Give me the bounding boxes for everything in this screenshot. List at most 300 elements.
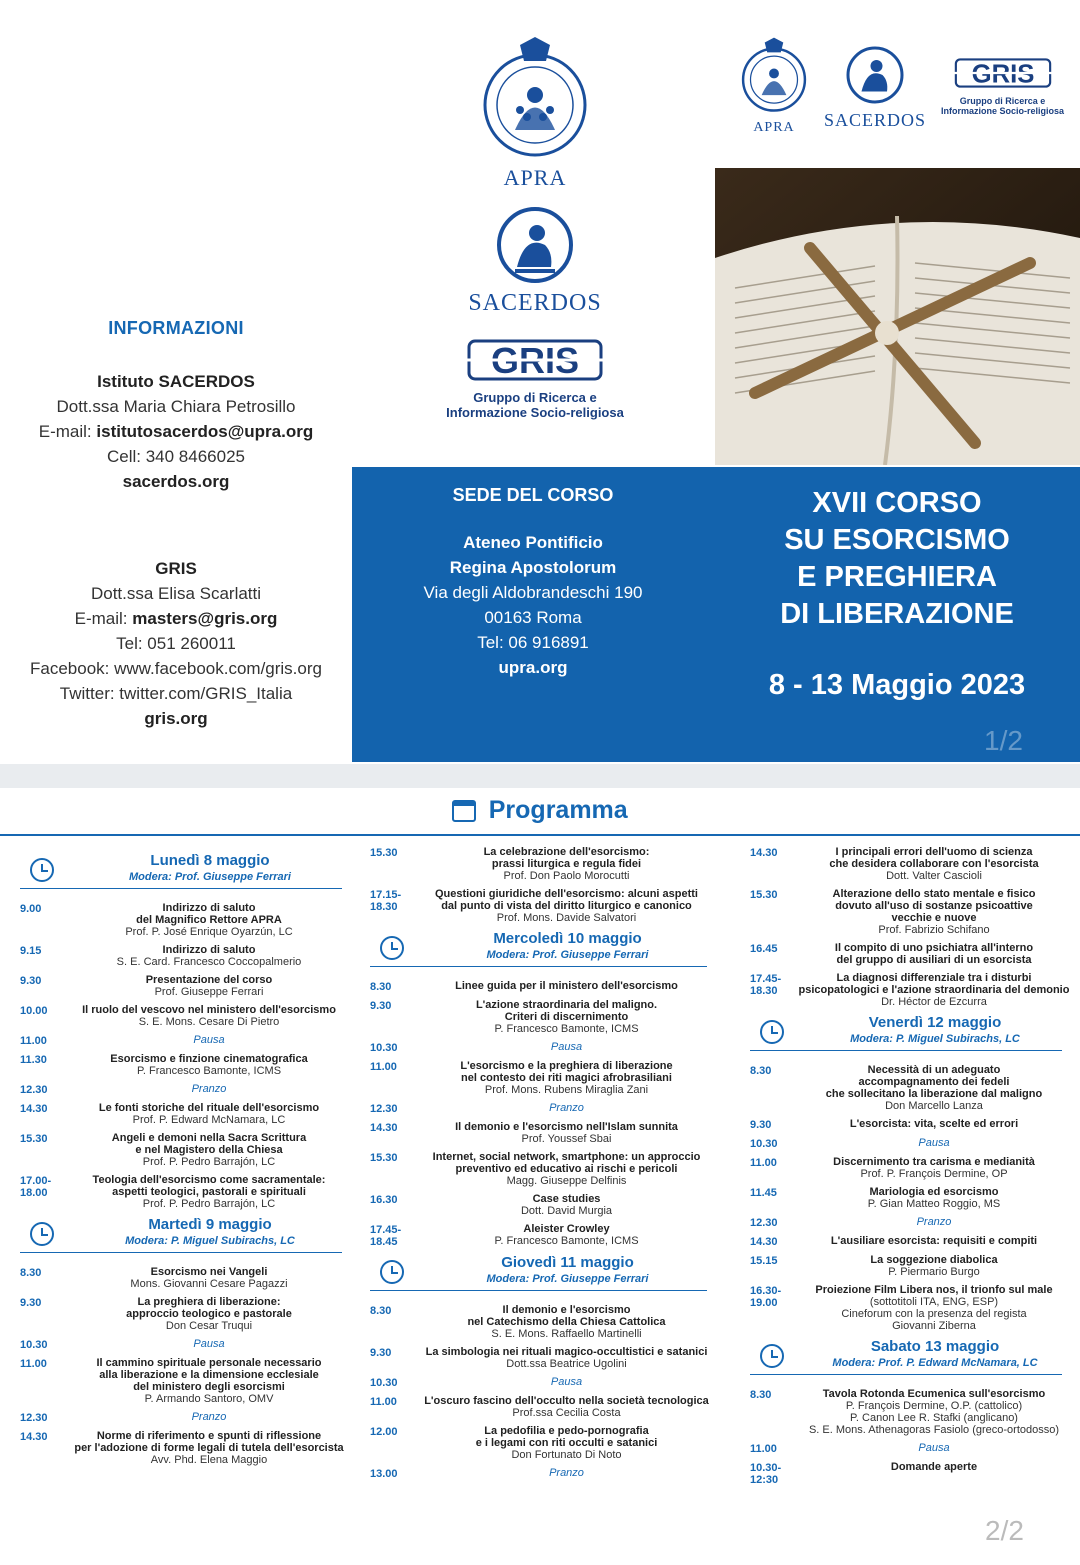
- schedule-item: [370, 1121, 715, 1145]
- schedule-body: [418, 1346, 715, 1370]
- session-title: Tavola Rotonda Ecumenica sull'esorcismo: [822, 1388, 1046, 1400]
- schedule-item: [20, 1411, 350, 1424]
- schedule-break: Pranzo: [549, 1467, 584, 1479]
- schedule-body: [798, 1216, 1070, 1229]
- schedule-time: 8.30: [750, 1389, 772, 1401]
- schedule-body: [798, 1254, 1070, 1278]
- gris-sub-small-1: Gruppo di Ricerca e: [959, 96, 1046, 106]
- info-title: INFORMAZIONI: [108, 318, 244, 338]
- schedule-time: 14.30: [750, 847, 778, 859]
- schedule-body: [68, 944, 350, 968]
- schedule-time: 8.30: [370, 981, 392, 993]
- schedule-body: [68, 902, 350, 938]
- session-title: La diagnosi differenziale tra i disturbi psicopatologici e l'azione straordinaria del demonio: [798, 972, 1070, 996]
- sacerdos-web[interactable]: sacerdos.org: [122, 472, 230, 491]
- session-title: L'esorcista: vita, scelte ed errori: [849, 1118, 1019, 1130]
- svg-text:GRIS: GRIS: [971, 60, 1034, 89]
- schedule-time: 12.30: [750, 1217, 778, 1229]
- session-speaker: (sottotitoli ITA, ENG, ESP) Cineforum con la presenza del regista Giovanni Ziberna: [841, 1296, 1027, 1332]
- session-title: Esorcismo nei Vangeli: [150, 1266, 268, 1278]
- schedule-time: 12.30: [20, 1084, 48, 1096]
- day-moderator: Modera: P. Miguel Subirachs, LC: [850, 1033, 1020, 1045]
- schedule-item: [750, 1254, 1070, 1278]
- session-speaker: Dott.ssa Beatrice Ugolini: [506, 1358, 627, 1370]
- session-title: Questioni giuridiche dell'esorcismo: alcuni aspetti dal punto di vista del diritto liturgico e canonico: [434, 888, 698, 912]
- schedule-item: [370, 1102, 715, 1115]
- schedule-time: 16.30: [370, 1194, 398, 1206]
- gris-facebook[interactable]: Facebook: www.facebook.com/gris.org: [30, 659, 322, 678]
- clock-icon: [760, 1020, 784, 1044]
- schedule-time: 8.30: [20, 1267, 42, 1279]
- schedule-body: [418, 888, 715, 924]
- course-title-2: SU ESORCISMO: [784, 524, 1010, 556]
- day-divider: [370, 1290, 707, 1291]
- schedule-body: [798, 1442, 1070, 1455]
- schedule-item: [370, 1467, 715, 1480]
- apra-wordmark-small: APRA: [753, 120, 795, 135]
- schedule-body: [798, 1118, 1070, 1131]
- apra-logo: [470, 35, 600, 195]
- schedule-item: [370, 980, 715, 993]
- schedule-time: 15.30: [20, 1133, 48, 1145]
- session-title: L'azione straordinaria del maligno. Criteri di discernimento: [475, 999, 658, 1023]
- schedule-item: [370, 1060, 715, 1096]
- info-section: [0, 300, 352, 731]
- venue-address: Via degli Aldobrandeschi 190: [423, 583, 643, 602]
- schedule-item: [20, 1083, 350, 1096]
- schedule-time: 14.30: [370, 1122, 398, 1134]
- session-speaker: Dott. Valter Cascioli: [886, 870, 982, 882]
- schedule-body: [418, 1041, 715, 1054]
- session-title: Linee guida per il ministero dell'esorcismo: [455, 980, 678, 992]
- schedule-body: [68, 1357, 350, 1405]
- venue-tel: Tel: 06 916891: [477, 633, 589, 652]
- schedule-item: [20, 1430, 350, 1466]
- course-title-4: DI LIBERAZIONE: [780, 598, 1014, 630]
- schedule-time: 11.00: [750, 1157, 777, 1169]
- schedule-time: 11.00: [370, 1061, 397, 1073]
- course-title-3: E PREGHIERA: [797, 561, 997, 593]
- session-speaker: P. Francesco Bamonte, ICMS: [136, 1065, 282, 1077]
- schedule-body: [798, 888, 1070, 936]
- schedule-item: [370, 1395, 715, 1419]
- program-title: Programma: [488, 796, 628, 824]
- schedule-body: [798, 972, 1070, 1008]
- schedule-item: [20, 1053, 350, 1077]
- session-speaker: Prof. P. Pedro Barrajón, LC: [142, 1198, 276, 1210]
- session-title: Case studies: [532, 1193, 601, 1205]
- session-speaker: Magg. Giuseppe Delfinis: [506, 1175, 627, 1187]
- apra-seal: [480, 35, 590, 160]
- gris-email[interactable]: masters@gris.org: [132, 609, 278, 628]
- schedule-break: Pranzo: [191, 1083, 227, 1095]
- schedule-item: [750, 888, 1070, 936]
- schedule-body: [68, 1004, 350, 1028]
- session-speaker: Don Cesar Truqui: [165, 1320, 253, 1332]
- session-title: Esorcismo e finzione cinematografica: [110, 1053, 308, 1065]
- schedule-body: [418, 1060, 715, 1096]
- session-title: Alterazione dello stato mentale e fisico dovuto all'uso di sostanze psicoattive vecchie e nuove: [832, 888, 1036, 924]
- schedule-body: [68, 1266, 350, 1290]
- page-indicator-1: 1/2: [984, 725, 1023, 756]
- apra-logo-small: [738, 35, 810, 145]
- schedule-time: 10.00: [20, 1005, 48, 1017]
- session-speaker: Avv. Phd. Elena Maggio: [150, 1454, 268, 1466]
- day-divider: [20, 1252, 342, 1253]
- session-title: La pedofilia e pedo-pornografia e i legami con riti occulti e satanici: [475, 1425, 658, 1449]
- schedule-item: [370, 1041, 715, 1054]
- sacerdos-emblem: [495, 205, 575, 285]
- schedule-time: 12.30: [20, 1412, 48, 1424]
- schedule-time: 13.00: [370, 1468, 398, 1480]
- clock-icon: [30, 1222, 54, 1246]
- schedule-time: 10.30: [20, 1339, 48, 1351]
- day-name: Sabato 13 maggio: [870, 1338, 1000, 1355]
- schedule-time: 8.30: [750, 1065, 772, 1077]
- schedule-time: 9.00: [20, 903, 42, 915]
- day-name: Giovedì 11 maggio: [501, 1254, 634, 1271]
- schedule-item: [750, 972, 1070, 1008]
- venue-section: [352, 485, 714, 680]
- schedule-body: [68, 1411, 350, 1424]
- course-info-band: [352, 467, 1080, 762]
- sacerdos-email[interactable]: istitutosacerdos@upra.org: [96, 422, 314, 441]
- schedule-item: [750, 1461, 1070, 1486]
- schedule-item: [750, 1186, 1070, 1210]
- day-divider: [20, 888, 342, 889]
- session-title: Discernimento tra carisma e medianità: [833, 1156, 1035, 1168]
- schedule-time: 17.15- 18.30: [370, 889, 402, 913]
- day-moderator: Modera: Prof. Giuseppe Ferrari: [486, 1273, 649, 1285]
- venue-line-2: Regina Apostolorum: [449, 558, 617, 577]
- schedule-item: [370, 1376, 715, 1389]
- sacerdos-email-label: E-mail:: [38, 422, 92, 441]
- schedule-item: [370, 846, 715, 882]
- sacerdos-emblem-small: [845, 45, 905, 105]
- venue-title: SEDE DEL CORSO: [452, 485, 614, 505]
- schedule-time: 9.15: [20, 945, 42, 957]
- schedule-body: [418, 1193, 715, 1217]
- schedule-item: [750, 1156, 1070, 1180]
- schedule-body: [68, 1083, 350, 1096]
- session-title: Il compito di uno psichiatra all'interno del gruppo di ausiliari di un esorcista: [834, 942, 1034, 966]
- session-title: Mariologia ed esorcismo: [869, 1186, 999, 1198]
- session-speaker: S. E. Mons. Cesare Di Pietro: [138, 1016, 280, 1028]
- schedule-break: Pranzo: [191, 1411, 227, 1423]
- gris-wordmark-graphic: [465, 335, 605, 385]
- session-title: La soggezione diabolica: [870, 1254, 998, 1266]
- session-title: Il demonio e l'esorcismo nell'Islam sunnita: [455, 1121, 678, 1133]
- sacerdos-name: Istituto SACERDOS: [97, 372, 255, 391]
- session-speaker: Dott. David Murgia: [520, 1205, 613, 1217]
- page-indicator-2: 2/2: [985, 1515, 1024, 1546]
- schedule-time: 15.30: [370, 1152, 398, 1164]
- schedule-body: [418, 1395, 715, 1419]
- schedule-item: [20, 1174, 350, 1210]
- schedule-item: [370, 1425, 715, 1461]
- schedule-time: 11.45: [750, 1187, 777, 1199]
- gris-wordmark-graphic-small: [953, 55, 1053, 91]
- schedule-body: [418, 1223, 715, 1248]
- schedule-item: [370, 1151, 715, 1187]
- gris-email-row: [0, 606, 352, 631]
- schedule-time: 16.30- 19.00: [750, 1285, 782, 1309]
- day-name: Lunedì 8 maggio: [150, 852, 270, 869]
- schedule-time: 11.00: [20, 1358, 47, 1370]
- session-speaker: Prof. P. Pedro Barrajón, LC: [142, 1156, 276, 1168]
- session-speaker: P. Francesco Bamonte, ICMS: [494, 1235, 639, 1247]
- session-speaker: Prof. P. Edward McNamara, LC: [132, 1114, 286, 1126]
- session-speaker: Prof. P. François Dermine, OP: [860, 1168, 1008, 1180]
- schedule-item: [370, 1346, 715, 1370]
- day-header: [20, 1216, 350, 1256]
- gris-web[interactable]: gris.org: [144, 709, 208, 728]
- schedule-body: [798, 1235, 1070, 1248]
- sacerdos-wordmark: SACERDOS: [468, 290, 602, 316]
- schedule-body: [68, 974, 350, 998]
- schedule-body: [68, 1102, 350, 1126]
- schedule-body: [68, 1296, 350, 1332]
- schedule-body: [798, 1156, 1070, 1180]
- schedule-item: [750, 1137, 1070, 1150]
- schedule-item: [750, 1216, 1070, 1229]
- schedule-break: Pausa: [193, 1338, 225, 1350]
- schedule-item: [20, 1338, 350, 1351]
- sacerdos-contact: Dott.ssa Maria Chiara Petrosillo: [56, 397, 296, 416]
- day-moderator: Modera: Prof. Giuseppe Ferrari: [129, 871, 291, 883]
- schedule-time: 17.45- 18.30: [750, 973, 782, 997]
- course-title-section: [732, 485, 1062, 702]
- session-speaker: Prof. Giuseppe Ferrari: [154, 986, 264, 998]
- program-rule: [0, 834, 1080, 836]
- schedule-time: 10.30: [750, 1138, 778, 1150]
- schedule-time: 11.30: [20, 1054, 47, 1066]
- day-header: [750, 1014, 1070, 1054]
- schedule-body: [418, 1151, 715, 1187]
- schedule-time: 9.30: [20, 1297, 42, 1309]
- sacerdos-logo-small: [820, 45, 930, 130]
- gris-tel: Tel: 051 260011: [116, 634, 236, 653]
- day-moderator: Modera: P. Miguel Subirachs, LC: [125, 1235, 295, 1247]
- session-title: Indirizzo di saluto: [162, 944, 256, 956]
- brochure-page-2: [0, 788, 1080, 1565]
- session-title: Il cammino spirituale personale necessario alla liberazione e la dimensione ecclesiale del ministero degli esorcismi: [96, 1357, 322, 1393]
- schedule-break: Pausa: [193, 1034, 225, 1046]
- day-header: [20, 852, 350, 892]
- gris-logo-small: [940, 55, 1065, 125]
- schedule-body: [418, 999, 715, 1035]
- schedule-time: 11.00: [370, 1396, 397, 1408]
- session-speaker: Mons. Giovanni Cesare Pagazzi: [130, 1278, 288, 1290]
- schedule-item: [20, 1132, 350, 1168]
- session-title: Proiezione Film Libera nos, il trionfo sul male: [815, 1284, 1053, 1296]
- session-speaker: P. Armando Santoro, OMV: [144, 1393, 274, 1405]
- gris-sub-1: Gruppo di Ricerca e: [473, 390, 597, 405]
- session-speaker: Prof. Don Paolo Morocutti: [503, 870, 630, 882]
- schedule-break: Pausa: [550, 1376, 583, 1388]
- day-header: [750, 1338, 1070, 1378]
- schedule-body: [418, 1467, 715, 1480]
- schedule-item: [20, 902, 350, 938]
- schedule-body: [798, 1461, 1070, 1486]
- session-speaker: P. François Dermine, O.P. (cattolico) P. Canon Lee R. Stafki (anglicano) S. E. Mons. Athenagoras Fasiolo (greco-ortodosso): [808, 1400, 1060, 1436]
- schedule-time: 15.15: [750, 1255, 778, 1267]
- gris-sub-2: Informazione Socio-religiosa: [446, 405, 624, 420]
- schedule-item: [370, 999, 715, 1035]
- schedule-body: [798, 1284, 1070, 1332]
- schedule-time: 9.30: [750, 1119, 772, 1131]
- sacerdos-wordmark-small: SACERDOS: [823, 110, 927, 130]
- day-header: [370, 1254, 715, 1294]
- session-title: Le fonti storiche del rituale dell'esorcismo: [98, 1102, 320, 1114]
- schedule-break: Pausa: [918, 1442, 950, 1454]
- day-moderator: Modera: Prof. Giuseppe Ferrari: [486, 949, 649, 961]
- sacerdos-cell: Cell: 340 8466025: [106, 447, 245, 466]
- schedule-body: [798, 1137, 1070, 1150]
- schedule-body: [798, 1064, 1070, 1112]
- schedule-body: [418, 1121, 715, 1145]
- session-speaker: P. Piermario Burgo: [888, 1266, 980, 1278]
- schedule-break: Pranzo: [916, 1216, 952, 1228]
- session-speaker: Prof. Mons. Davide Salvatori: [496, 912, 637, 924]
- session-title: Teologia dell'esorcismo come sacramentale: aspetti teologici, pastorali e spirituali: [92, 1174, 326, 1198]
- schedule-item: [20, 944, 350, 968]
- day-divider: [750, 1050, 1062, 1051]
- gris-twitter[interactable]: Twitter: twitter.com/GRIS_Italia: [59, 684, 293, 703]
- schedule-item: [750, 1235, 1070, 1248]
- schedule-time: 9.30: [20, 975, 42, 987]
- session-speaker: S. E. Mons. Raffaello Martinelli: [491, 1328, 642, 1340]
- day-moderator: Modera: Prof. P. Edward McNamara, LC: [832, 1357, 1038, 1369]
- session-title: Aleister Crowley: [523, 1223, 610, 1235]
- clock-icon: [30, 858, 54, 882]
- schedule-body: [418, 1102, 715, 1115]
- schedule-item: [20, 1102, 350, 1126]
- schedule-item: [20, 1034, 350, 1047]
- day-divider: [750, 1374, 1062, 1375]
- schedule-item: [370, 888, 715, 924]
- schedule-body: [418, 1304, 715, 1340]
- schedule-time: 14.30: [750, 1236, 778, 1248]
- session-title: La simbologia nei rituali magico-occultistici e satanici: [425, 1346, 708, 1358]
- session-speaker: P. Francesco Bamonte, ICMS: [494, 1023, 639, 1035]
- brochure-page-1: [0, 0, 1080, 764]
- session-speaker: S. E. Card. Francesco Coccopalmerio: [116, 956, 302, 968]
- session-speaker: Dr. Héctor de Ezcurra: [881, 996, 987, 1008]
- day-name: Venerdì 12 maggio: [868, 1014, 1002, 1031]
- session-title: I principali errori dell'uomo di scienza che desidera collaborare con l'esorcista: [829, 846, 1039, 870]
- gris-logo: [430, 335, 640, 425]
- session-title: L'esorcismo e la preghiera di liberazione nel contesto dei riti magici afrobrasiliani: [460, 1060, 673, 1084]
- schedule-item: [370, 1193, 715, 1217]
- schedule-body: [68, 1053, 350, 1077]
- svg-text:GRIS: GRIS: [490, 340, 580, 381]
- schedule-time: 15.30: [750, 889, 778, 901]
- schedule-body: [418, 980, 715, 993]
- gris-contact: Dott.ssa Elisa Scarlatti: [90, 584, 262, 603]
- schedule-body: [68, 1430, 350, 1466]
- session-speaker: Prof. Youssef Sbai: [521, 1133, 612, 1145]
- schedule-break: Pausa: [550, 1041, 583, 1053]
- schedule-time: 14.30: [20, 1103, 48, 1115]
- schedule-time: 10.30: [370, 1377, 398, 1389]
- schedule-time: 16.45: [750, 943, 778, 955]
- schedule-item: [370, 1223, 715, 1248]
- session-title: Indirizzo di saluto del Magnifico Rettore APRA: [136, 902, 282, 926]
- schedule-time: 12.00: [370, 1426, 398, 1438]
- program-column-2: [370, 846, 715, 1486]
- schedule-time: 17.00- 18.00: [20, 1175, 52, 1199]
- session-title: Presentazione del corso: [145, 974, 273, 986]
- day-name: Martedì 9 maggio: [148, 1216, 272, 1233]
- schedule-item: [750, 1388, 1070, 1436]
- schedule-item: [370, 1304, 715, 1340]
- session-title: La preghiera di liberazione: approccio teologico e pastorale: [126, 1296, 292, 1320]
- schedule-body: [68, 1034, 350, 1047]
- session-title: Internet, social network, smartphone: un approccio preventivo ed educativo ai rischi e pericoli: [432, 1151, 701, 1175]
- schedule-body: [68, 1132, 350, 1168]
- schedule-break: Pranzo: [549, 1102, 584, 1114]
- session-title: L'ausiliare esorcista: requisiti e compiti: [830, 1235, 1038, 1247]
- venue-city: 00163 Roma: [484, 608, 582, 627]
- schedule-break: Pausa: [918, 1137, 950, 1149]
- day-divider: [370, 966, 707, 967]
- schedule-item: [20, 1266, 350, 1290]
- schedule-time: 11.00: [750, 1443, 777, 1455]
- apra-seal-small: [740, 35, 808, 115]
- schedule-body: [68, 1174, 350, 1210]
- schedule-item: [20, 1296, 350, 1332]
- venue-web[interactable]: upra.org: [498, 658, 568, 677]
- schedule-time: 9.30: [370, 1347, 392, 1359]
- schedule-item: [750, 1442, 1070, 1455]
- schedule-body: [798, 942, 1070, 966]
- clock-icon: [380, 1260, 404, 1284]
- session-speaker: Prof. Fabrizio Schifano: [878, 924, 990, 936]
- schedule-time: 17.45- 18.45: [370, 1224, 402, 1248]
- bible-cross-photo: [715, 168, 1080, 465]
- schedule-item: [20, 1004, 350, 1028]
- course-dates: 8 - 13 Maggio 2023: [768, 669, 1026, 701]
- schedule-body: [418, 1376, 715, 1389]
- schedule-body: [418, 846, 715, 882]
- schedule-item: [750, 942, 1070, 966]
- gris-email-label: E-mail:: [74, 609, 128, 628]
- session-speaker: Prof.ssa Cecilia Costa: [512, 1407, 621, 1419]
- session-speaker: Don Fortunato Di Noto: [511, 1449, 622, 1461]
- sacerdos-email-row: [0, 419, 352, 444]
- session-title: Necessità di un adeguato accompagnamento dei fedeli che sollecitano la liberazione dal maligno: [825, 1064, 1043, 1100]
- calendar-icon: [452, 800, 476, 822]
- schedule-time: 10.30: [370, 1042, 398, 1054]
- schedule-body: [68, 1338, 350, 1351]
- schedule-body: [798, 1388, 1070, 1436]
- day-header: [370, 930, 715, 970]
- venue-line-1: Ateneo Pontificio: [463, 533, 603, 552]
- schedule-time: 12.30: [370, 1103, 398, 1115]
- schedule-body: [798, 1186, 1070, 1210]
- schedule-item: [20, 974, 350, 998]
- schedule-body: [798, 846, 1070, 882]
- session-title: L'oscuro fascino dell'occulto nella società tecnologica: [424, 1395, 709, 1407]
- session-speaker: P. Gian Matteo Roggio, MS: [867, 1198, 1001, 1210]
- session-title: La celebrazione dell'esorcismo: prassi liturgica e regula fidei: [483, 846, 650, 870]
- session-title: Il demonio e l'esorcismo nel Catechismo della Chiesa Cattolica: [467, 1304, 666, 1328]
- schedule-item: [750, 1064, 1070, 1112]
- apra-wordmark: APRA: [503, 165, 567, 190]
- schedule-time: 9.30: [370, 1000, 392, 1012]
- schedule-time: 14.30: [20, 1431, 48, 1443]
